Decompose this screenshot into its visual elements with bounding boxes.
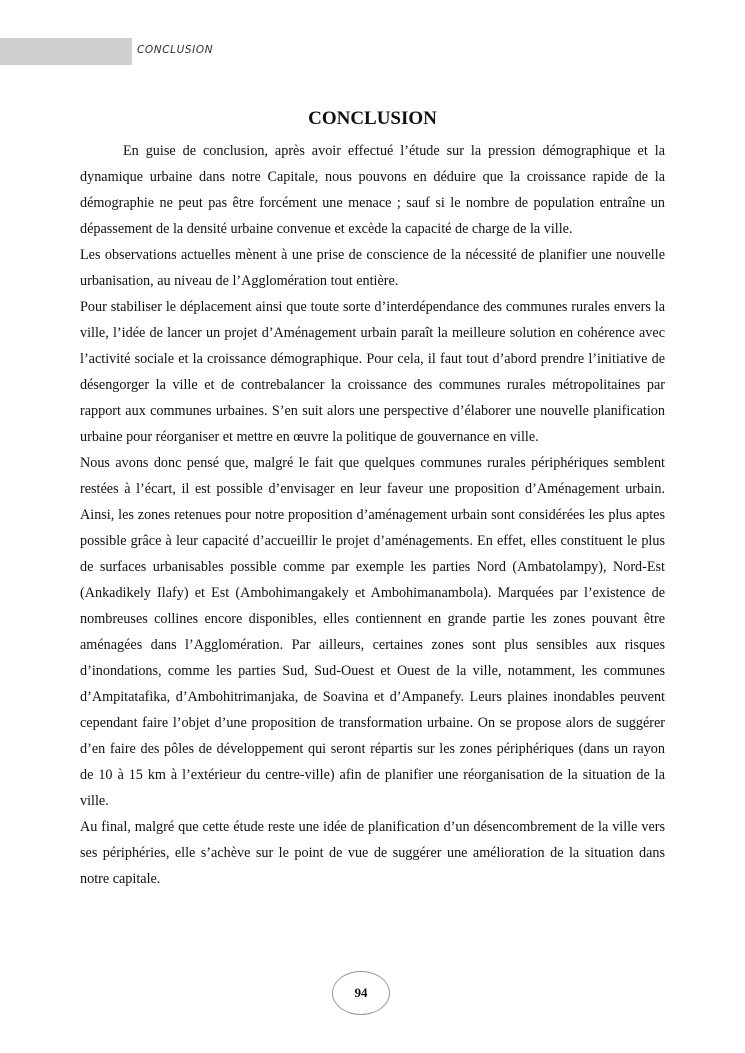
paragraph-zones: Nous avons donc pensé que, malgré le fait que quelques communes rurales périphériques semblent restées à l’écart, il est possible d’envisager en leur faveur une proposition d’Aménagement urbain. Ainsi, les zones retenues pour notre proposition d’aménagement urbain sont considérées les plus aptes possible grâce à leur capacité d’accueillir le projet d’aménagements. En effet, elles constituent le plus de surfaces urbanisables possible comme par exemple les parties Nord (Ambatolampy), Nord-Est (Ankadikely Ilafy) et Est (Ambohimangakely et Ambohimanambola). Marquées par l’existence de nombreuses collines encore disponibles, elles contiennent en grande partie les zones pouvant être aménagées dans l’Agglomération. Par ailleurs, certaines zones sont plus sensibles aux risques d’inondations, comme les parties Sud, Sud-Ouest et Ouest de la ville, notamment, les communes d’Ampitatafika, d’Ambohitrimanjaka, de Soavina et d’Ampanefy. Leurs plaines inondables peuvent cependant faire l’objet d’une proposition de transformation urbaine. On se propose alors de suggérer d’en faire des pôles de développement qui seront répartis sur les zones périphériques (dans un rayon de 10 à 15 km à l’extérieur du centre-ville) afin de planifier une réorganisation de la situation de la ville. [80,455,665,809]
paragraph-intro: En guise de conclusion, après avoir effectué l’étude sur la pression démographique et la dynamique urbaine dans notre Capitale, nous pouvons en déduire que la croissance rapide de la démographie ne peut pas être forcément une menace ; sauf si le nombre de population entraîne un dépassement de la densité urbaine convenue et excède la capacité de charge de la ville. [80,143,665,237]
page-number [332,971,390,1015]
page-number-text: 94 [354,985,368,1000]
body-text [80,138,665,892]
paragraph-stabilisation: Pour stabiliser le déplacement ainsi que toute sorte d’interdépendance des communes rurales envers la ville, l’idée de lancer un projet d’Aménagement urbain paraît la meilleure solution en cohérence avec l’activité sociale et la croissance démographique. Pour cela, il faut tout d’abord prendre l’initiative de désengorger la ville et de contrebalancer la croissance des communes rurales métropolitaines par rapport aux communes urbaines. S’en suit alors une perspective d’élaborer une nouvelle planification urbaine pour réorganiser et mettre en œuvre la politique de gouvernance en ville. [80,299,665,445]
paragraph-final: Au final, malgré que cette étude reste une idée de planification d’un désencombrement de la ville vers ses périphéries, elle s’achève sur le point de vue de suggérer une amélioration de la situation dans notre capitale. [80,819,665,887]
page-title-text: CONCLUSION [308,108,437,129]
running-header: CONCLUSION [137,44,214,56]
paragraph-observations: Les observations actuelles mènent à une prise de conscience de la nécessité de planifier une nouvelle urbanisation, au niveau de l’Agglomération tout entière. [80,247,665,289]
page-title [0,108,745,130]
header-band [0,38,132,65]
